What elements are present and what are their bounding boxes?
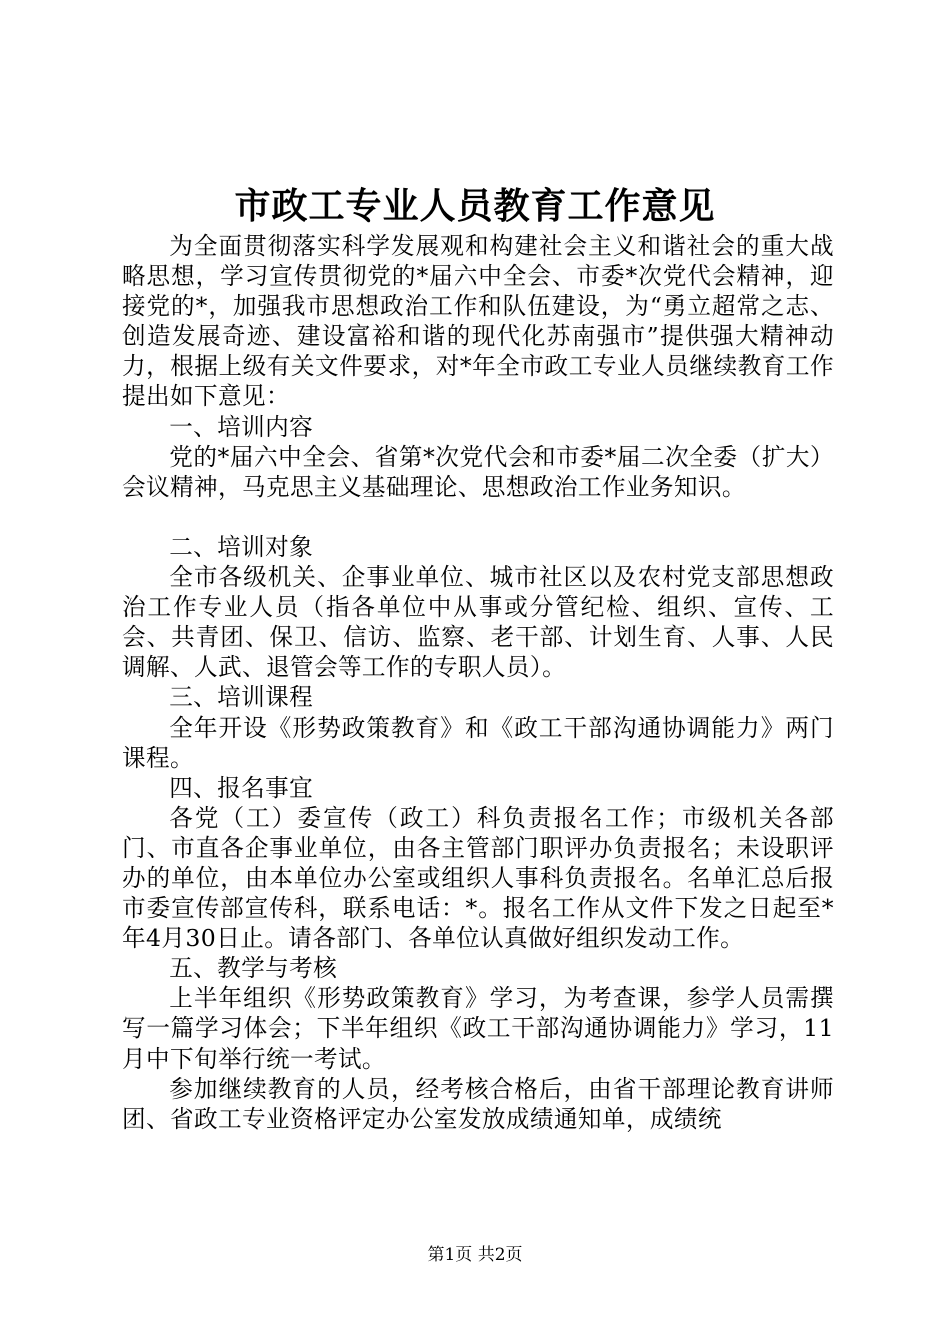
- section-heading-registration: 四、报名事宜: [169, 773, 314, 802]
- training-courses-paragraph: 全年开设《形势政策教育》和《政工干部沟通协调能力》两门课程。: [122, 713, 834, 772]
- section-heading-teaching-assessment: 五、教学与考核: [169, 954, 338, 983]
- teaching-assessment-paragraph: 上半年组织《形势政策教育》学习，为考查课，参学人员需撰写一篇学习体会；下半年组织《政工干部沟通协调能力》学习，11月中下旬举行统一考试。: [122, 984, 834, 1073]
- page-title: 市政工专业人员教育工作意见: [234, 185, 716, 227]
- page-footer: 第1页 共2页: [427, 1245, 523, 1265]
- assessment-results-paragraph: 参加继续教育的人员，经考核合格后，由省干部理论教育讲师团、省政工专业资格评定办公室发放成绩通知单，成绩统: [122, 1074, 834, 1133]
- training-targets-paragraph: 全市各级机关、企事业单位、城市社区以及农村党支部思想政治工作专业人员（指各单位中从事或分管纪检、组织、宣传、工会、共青团、保卫、信访、监察、老干部、计划生育、人事、人民调解、人武、退管会等工作的专职人员）。: [122, 563, 834, 682]
- blank-line: [122, 502, 834, 532]
- intro-paragraph: 为全面贯彻落实科学发展观和构建社会主义和谐社会的重大战略思想，学习宣传贯彻党的*届六中全会、市委*次党代会精神，迎接党的*，加强我市思想政治工作和队伍建设，为“勇立超常之志、创造发展奇迹、建设富裕和谐的现代化苏南强市”提供强大精神动力，根据上级有关文件要求，对*年全市政工专业人员继续教育工作提出如下意见：: [122, 232, 834, 411]
- registration-paragraph: 各党（工）委宣传（政工）科负责报名工作；市级机关各部门、市直各企事业单位，由各主管部门职评办负责报名；未设职评办的单位，由本单位办公室或组织人事科负责报名。名单汇总后报市委宣传部宣传科，联系电话：*。报名工作从文件下发之日起至*年4月30日止。请各部门、各单位认真做好组织发动工作。: [122, 803, 834, 953]
- document-body: [122, 231, 834, 1134]
- section-heading-training-targets: 二、培训对象: [169, 532, 314, 561]
- section-heading-training-content: 一、培训内容: [169, 412, 314, 441]
- section-heading-training-courses: 三、培训课程: [169, 683, 314, 712]
- training-content-paragraph: 党的*届六中全会、省第*次党代会和市委*届二次全委（扩大）会议精神，马克思主义基础理论、思想政治工作业务知识。: [122, 442, 834, 501]
